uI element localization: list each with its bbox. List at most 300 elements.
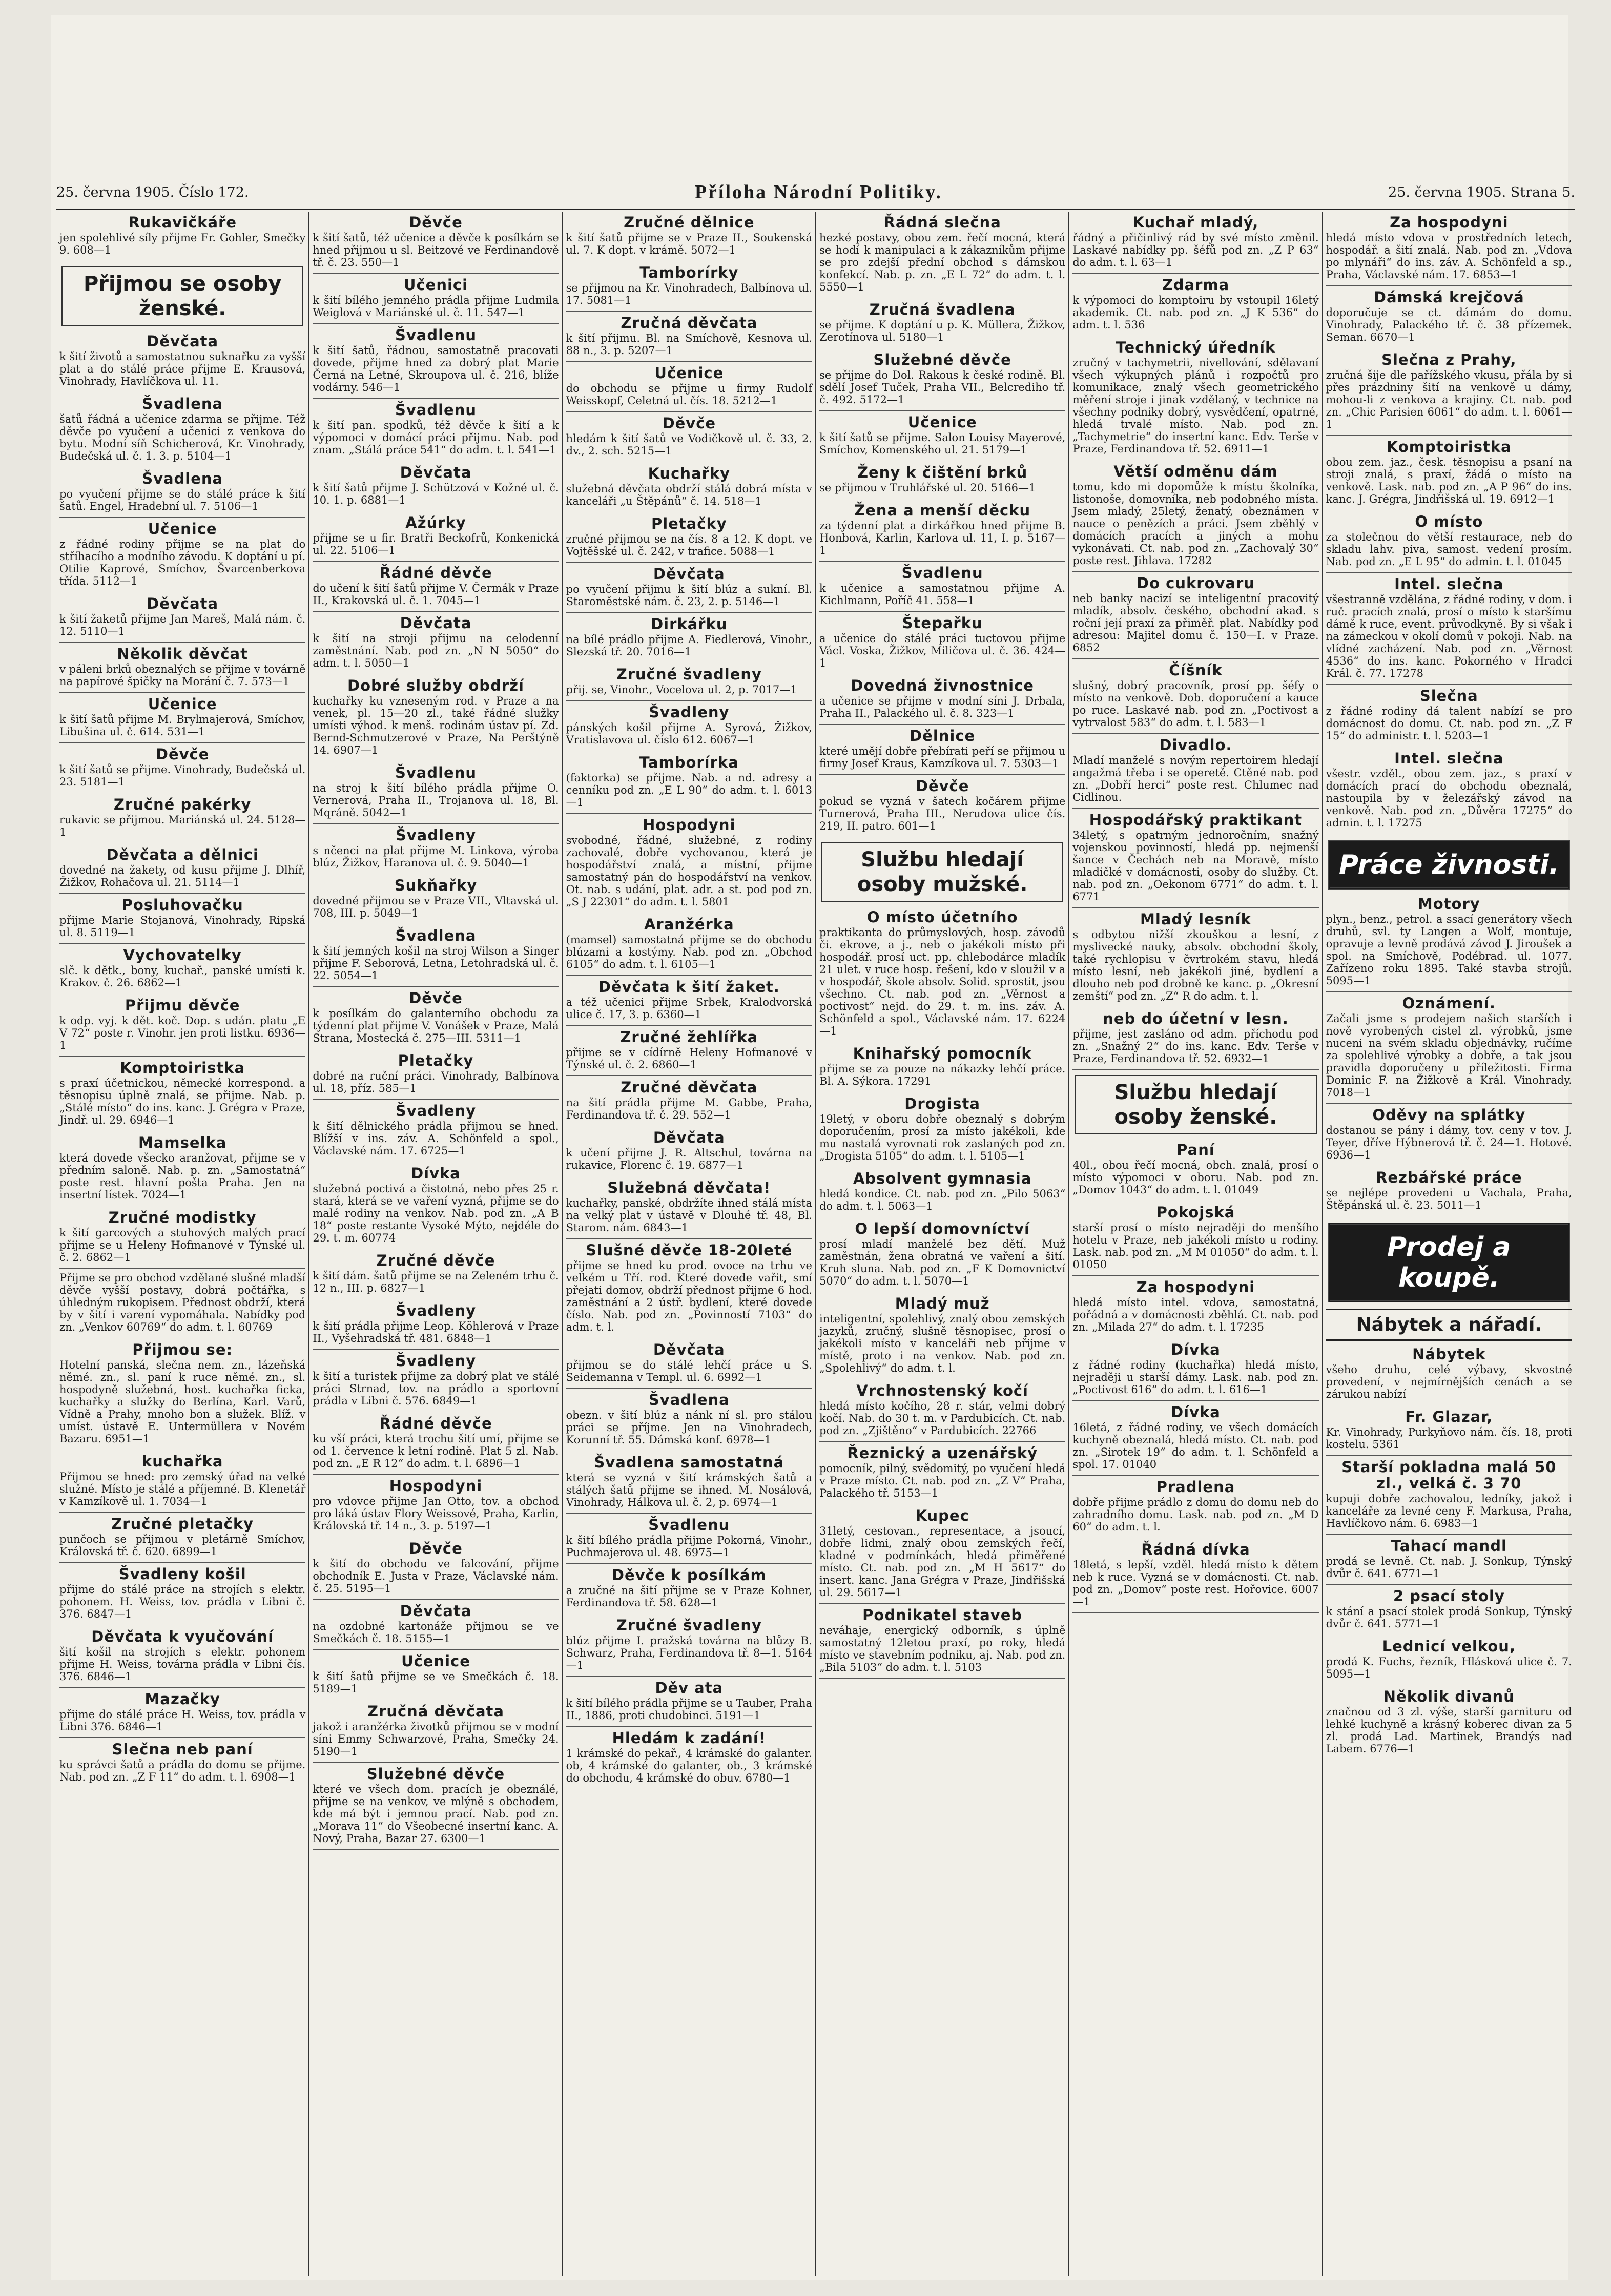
ad-text: pánských košil přijme A. Syrová, Žižkov, Vratislavova ul. číslo 612. 6067—1 (566, 721, 812, 746)
classified-ad (1326, 688, 1572, 747)
ad-title: Švadlena (142, 470, 223, 487)
ad-text: kupuji dobře zachovalou, ledníky, jakož i kanceláře za levné ceny F. Markusa, Praha, Havlíčkovo nám. 6. 6983—1 (1326, 1493, 1572, 1529)
ad-title: Paní (1176, 1141, 1215, 1159)
ad-text: přijme do stálé práce H. Weiss, tov. prádla v Libni 376. 6846—1 (59, 1708, 306, 1733)
ad-text: se přijme. K doptání u p. K. Müllera, Žižkov, Zerotínova ul. 5180—1 (819, 319, 1066, 343)
ad-title: Dobré služby obdrží (347, 677, 524, 694)
ad-title: Nábytek (1412, 1346, 1486, 1363)
ad-title: Služebné děvče (366, 1765, 505, 1783)
classified-ad (1326, 576, 1572, 685)
ad-title: Služebná děvčata! (607, 1179, 771, 1196)
classified-ad (566, 1180, 812, 1239)
ad-text: 1 krámské do pekař., 4 krámské do galanter. ob, 4 krámské do galanter, ob., 3 krámské do obchodu, 4 krámské do obuv. 6780—1 (566, 1747, 812, 1784)
ad-title: Hledám k zadání! (612, 1729, 767, 1747)
ad-text: přijme se v cídírně Heleny Hofmanové v Týnské ul. č. 2. 6860—1 (566, 1046, 812, 1071)
ad-title: Pokojská (1156, 1204, 1235, 1221)
classified-ad (1326, 351, 1572, 436)
ad-title: Švadlena (648, 1391, 730, 1409)
ad-text: 34letý, s opatrným jednoročním, snažný vojenskou povinností, hledá pp. nejmenší šance v Čechách neb na Moravě, místo mladičké v domácnosti, osoby do služby. Ct. nab. pod zn. „Oekonom 6771“ do adm. t. l. 6771 (1072, 829, 1319, 903)
classified-ad (313, 1252, 559, 1299)
section-heading: Službu hledají osoby ženské. (1075, 1075, 1316, 1134)
ad-title: Motory (1417, 895, 1480, 913)
ad-title: Slečna z Prahy, (1381, 351, 1517, 368)
ad-text: po vyučení přijmu k šití blúz a sukní. Bl. Staroměstské nám. č. 23, 2. p. 5146—1 (566, 583, 812, 608)
ad-title: Zručné dělnice (624, 214, 755, 231)
ad-text: starší prosí o místo nejraději do menšího hotelu v Praze, neb jakékoli místo u rodiny. Lask. nab. pod zn. „M M 01050“ do adm. t. l. 01050 (1072, 1222, 1319, 1271)
ad-title: Děvče k posílkám (611, 1566, 767, 1584)
column-3 (562, 212, 815, 2276)
classified-ad (1326, 1107, 1572, 1166)
ad-text: (faktorka) se přijme. Nab. a nd. adresy a cenníku pod zn. „E L 90“ do adm. t. l. 6013—1 (566, 772, 812, 809)
ad-title: Děvčata (653, 565, 725, 583)
ad-text: z řádné rodiny přijme se na plat do stříhacího a modního závodu. K doptání u pí. Otilie Kaprové, Smíchov, Švarcenberkova třída. 5112—1 (59, 538, 306, 587)
ad-text: k učenice a samostatnou přijme A. Kichlmann, Poříč 41. 558—1 (819, 582, 1066, 607)
ad-title: Hospodářský praktikant (1089, 811, 1303, 829)
ad-title: Mladý muž (895, 1295, 990, 1312)
section-heading: Přijmou se osoby ženské. (61, 266, 303, 326)
ad-text: k stání a psací stolek prodá Sonkup, Týnský dvůr č. 641. 5771—1 (1326, 1605, 1572, 1630)
classified-ad (59, 696, 305, 743)
ad-text: hledám k šití šatů ve Vodičkově ul. č. 33, 2. dv., 2. sch. 5215—1 (566, 432, 812, 457)
classified-ad (819, 909, 1065, 1042)
classified-ad (59, 1453, 305, 1513)
ad-text: k odp. vyj. k dět. koč. Dop. s udán. platu „E V 72“ poste r. Vinohr. jen proti listku. 6936—1 (59, 1015, 306, 1051)
classified-ad (566, 515, 812, 563)
classified-ad (1326, 289, 1572, 348)
classified-ad (1326, 1588, 1572, 1635)
ad-text: značnou od 3 zl. výše, starší garnituru od lehké kuchyně a krásný koberec divan za 5 zl. prodá Lad. Martinek, Brandýs nad Labem. 6776—1 (1326, 1706, 1572, 1755)
classified-ad (1072, 1541, 1318, 1613)
classified-ad (1326, 1459, 1572, 1535)
classified-ad (313, 1540, 559, 1600)
ad-title: Zdarma (1162, 276, 1230, 294)
ad-text: se nejlépe provedeni u Vachala, Praha, Štěpánská ul. č. 23. 5011—1 (1326, 1187, 1572, 1211)
ad-text: prodá K. Fuchs, řezník, Hlásková ulice č. 7. 5095—1 (1326, 1656, 1572, 1680)
classified-ad (566, 754, 812, 814)
classified-ad (1326, 214, 1572, 286)
ad-title: Lednicí velkou, (1382, 1638, 1516, 1655)
ad-title: Ženy k čištění brků (857, 464, 1028, 481)
classified-ad (566, 1517, 812, 1564)
ad-text: k šití šatů přijme J. Schützová v Kožné ul. č. 10. 1. p. 6881—1 (313, 482, 559, 506)
ad-title: Tahací mandl (1391, 1537, 1507, 1555)
ad-title: Vrchnostenský kočí (856, 1382, 1028, 1399)
classified-ad (566, 264, 812, 312)
ad-text: Hotelní panská, slečna nem. zn., lázeňská němé. zn., sl. paní k ruce němé. zn., sl. hospodyně služebná, host. kuchařka ficka, kuchařky a služky do Berlína, Karl. Varů, Vídně a Prahy, mnoho bon a služek. Blíž. v umíst. ústavě E. Untermüllera v Novém Bazaru. 6951—1 (59, 1359, 306, 1445)
classified-ad (59, 1516, 305, 1563)
ad-text: slč. k dětk., bony, kuchař., panské umísti k. Krakov. č. 26. 6862—1 (59, 964, 306, 989)
ad-text: obou zem. jaz., česk. těsnopisu a psaní na stroji znalá, s praxí, žádá o místo na venkově. Lask. nab. pod zn. „A P 96“ do ins. kanc. J. Grégra, Jindřišská ul. 19. 6912—1 (1326, 456, 1572, 505)
ad-text: se přijmou na Kr. Vinohradech, Balbínova ul. 17. 5081—1 (566, 282, 812, 306)
ad-text: k šití prádla přijme Leop. Köhlerová v Praze II., Vyšehradská tř. 481. 6848—1 (313, 1320, 559, 1344)
ad-title: Komptoiristka (120, 1059, 245, 1077)
classified-ad (313, 677, 559, 761)
ad-title: Dovedná živnostnice (851, 677, 1034, 694)
classified-ad (1072, 662, 1318, 734)
ad-title: Divadlo. (1159, 736, 1232, 754)
ad-title: Tamborírky (639, 264, 739, 281)
classified-ad (819, 414, 1065, 461)
classified-ad (566, 1567, 812, 1614)
classified-ad (1326, 750, 1572, 834)
ad-title: Dívka (1171, 1403, 1221, 1421)
classified-ad (59, 470, 305, 518)
classified-ad (566, 365, 812, 412)
ad-title: Švadlenu (395, 401, 477, 419)
classified-ad (819, 677, 1065, 725)
ad-title: Děvče (409, 989, 463, 1007)
ad-text: přijme se u fir. Bratři Beckofrů, Konkenická ul. 22. 5106—1 (313, 532, 559, 556)
ad-title: O místo účetního (866, 908, 1018, 926)
classified-ad (566, 1617, 812, 1677)
ad-text: ku vší práci, která trochu šití umí, přijme se od 1. července k letní rodině. Plat 5 zl. Nab. pod zn. „E R 12“ do adm. t. l. 6896—1 (313, 1433, 559, 1470)
classified-ad (1326, 995, 1572, 1104)
ad-text: přijme se za pouze na nákazky lehčí práce. Bl. A. Sýkora. 17291 (819, 1063, 1066, 1087)
ad-text: svobodné, řádné, služebné, z rodiny zachovalé, dobře vychovanou, která je hospodářství znalá, a místní, přijme samostatný pán do hospodářství na venkov. Ot. nab. s udání, plat. adr. a st. pod pod zn. „S J 22301“ do adm. t. l. 5801 (566, 834, 812, 908)
classified-ad (1072, 575, 1318, 659)
classified-ad (566, 1129, 812, 1176)
ad-title: Učenice (907, 413, 977, 431)
ad-title: Ažúrky (405, 514, 466, 531)
ad-text: kuchařky ku vzneseným rod. v Praze a na venek, pl. 15—20 zl., také řádné služky umísti výhod. k menš. rodinám ústav pí. Zd. Bernd-Schmutzerové v Praze, Na Perštýně 14. 6907—1 (313, 695, 559, 756)
ad-text: k posílkám do galanterního obchodu za týdenní plat přijme V. Vonášek v Praze, Malá Strana, Mostecká č. 275—III. 5311—1 (313, 1007, 559, 1044)
classified-ad (1326, 1409, 1572, 1456)
column-6 (1322, 212, 1575, 2276)
ad-title: Sukňařky (394, 877, 478, 894)
ad-title: Děvče (409, 1540, 463, 1557)
ad-title: Děvče (662, 415, 716, 432)
classified-ad (566, 465, 812, 512)
ad-title: Pletačky (398, 1052, 474, 1069)
ad-text: rukavic se přijmou. Mariánská ul. 24. 5128—1 (59, 814, 306, 838)
classified-ad (1072, 1142, 1318, 1201)
ad-text: k šití bílého prádla přijme se u Tauber, Praha II., 1886, proti chudobinci. 5191—1 (566, 1697, 812, 1722)
ad-title: Dívka (411, 1165, 461, 1182)
ad-text: na bílé prádlo přijme A. Fiedlerová, Vinohr., Slezská tř. 20. 7016—1 (566, 633, 812, 658)
ad-text: řádný a přičinlivý rád by své místo změnil. Laskavé nabídky pp. šéfů pod zn. „Z P 63“ do adm. t. l. 63—1 (1072, 232, 1319, 268)
section-heading: Práce živnosti. (1328, 840, 1570, 890)
classified-ad (313, 277, 559, 324)
ad-title: Starší pokladna malá 50 zl., velká č. 3 70 (1341, 1458, 1557, 1492)
ad-text: za stolečnou do větší restaurace, neb do skladu lahv. piva, samost. vedení prosím. Nab. pod zn. „E L 95“ do admin. t. l. 01045 (1326, 531, 1572, 568)
ad-title: Děvče (155, 746, 210, 763)
ad-text: prodá se levně. Ct. nab. J. Sonkup, Týnský dvůr č. 641. 6771—1 (1326, 1555, 1572, 1580)
classified-ad (1072, 737, 1318, 809)
header-rule (56, 209, 1575, 210)
ad-title: neb do účetní v lesn. (1103, 1010, 1289, 1027)
classified-ad (313, 1165, 559, 1249)
ad-text: na stroj k šití bílého prádla přijme O. Vernerová, Praha II., Trojanova ul. 18, Bl. Mqráně. 5042—1 (313, 782, 559, 819)
ad-text: která se vyzná v šití krámských šatů a stálých šatů přijme se ihned. M. Nosálová, Vinohrady, Hálkova ul. č. 2, p. 6974—1 (566, 1472, 812, 1508)
classified-ad (313, 214, 559, 274)
classified-ad (566, 1392, 812, 1451)
ad-title: Švadlena (395, 927, 477, 944)
ad-title: Švadleny (649, 704, 730, 721)
classified-ad (819, 214, 1065, 298)
ad-text: zručná šije dle pařížského vkusu, přála by si přes prázdniny šití na venkově u dámy, mohou-li z venkova a krajiny. Ct. nab. pod zn. „Chic Parisien 6061“ do adm. t. l. 6061—1 (1326, 369, 1572, 430)
ad-title: O místo (1415, 513, 1483, 530)
ad-title: Mamselka (138, 1134, 227, 1151)
ad-title: Přijmu děvče (125, 997, 240, 1014)
ad-title: Řádná dívka (1141, 1541, 1250, 1558)
ad-title: Posluhovačku (121, 896, 243, 914)
classified-ad (59, 521, 305, 592)
ad-text: Mladí manželé s novým repertoirem hledají angažmá třeba i se operetě. Ctěné nab. pod zn. „Dobří herci“ poste rest. Chlumec nad Cidlinou. (1072, 754, 1319, 803)
classified-ad (313, 1103, 559, 1162)
ad-text: 18letá, s lepší, vzděl. hledá místo k dětem neb k ruce. Vyzná se v domácnosti. Ct. nab. pod zn. „Domov“ poste rest. Hořovice. 6007—1 (1072, 1559, 1319, 1608)
ad-text: které umějí dobře přebírati peří se přijmou u firmy Josef Kraus, Kamzíkova ul. 7. 5303—1 (819, 745, 1066, 770)
ad-text: s odbytou nižší zkouškou a lesní, z myslivecké nauky, absolv. obchodní školy, také rychlopisu v čvrtrokém stavu, hledá místo lesní, neb jakékoli jiné, bydlení a dlouho neb pod drobně ke kanc. p. „Okresní zemští“ pod zn. „Z“ R do adm. t. l. (1072, 928, 1319, 1002)
ad-title: Služebné děvče (873, 351, 1011, 368)
ad-title: Děvčata (400, 614, 472, 632)
ad-text: inteligentní, spolehlivý, znalý obou zemských jazyků, zručný, slušně těsnopisec, prosí o jakékoli místo v kanceláři neb přijme v místě, proto i na venkov. Nab. pod zn. „Spolehlivý“ do adm. t. l. (819, 1313, 1066, 1374)
classified-ad (819, 778, 1065, 837)
ad-text: které ve všech dom. pracích je obeználé, přijme se na venkov, ve mlýně s obchodem, kde má být i jemnou prací. Nab. pod zn. „Morava 11“ do Všeobecné insertní kanc. A. Nový, Praha, Bazar 27. 6300—1 (313, 1783, 559, 1845)
ad-text: 31letý, cestovan., representace, a jsoucí, dobře lidmi, znalý obou zemských řečí, kladné v podmínkách, hledá přiměřené místo. Ct. nab. pod zn. „M H 5617“ do insert. kanc. Jana Grégra v Praze, Jindřišská ul. 29. 5617—1 (819, 1525, 1066, 1599)
ad-text: a též učenici přijme Srbek, Kralodvorská ulice č. 17, 3. p. 6360—1 (566, 996, 812, 1021)
ad-text: blúz přijme I. pražská továrna na blůzy B. Schwarz, Praha, Ferdinandova tř. 8—1. 5164—1 (566, 1635, 812, 1671)
classified-ad (59, 214, 305, 261)
ad-title: Děv ata (655, 1679, 724, 1697)
ad-text: s nčenci na plat přijme M. Linkova, výroba blúz, Žižkov, Haranova ul. č. 9. 5040—1 (313, 844, 559, 869)
classified-ad (1072, 1204, 1318, 1276)
classified-ad (313, 877, 559, 924)
ad-text: k šití životů a samostatnou suknařku za vyšší plat a do stálé práce přijme E. Krausová, Vinohrady, Havlíčkova ul. 11. (59, 350, 306, 387)
header-date-page: 25. června 1905. Strana 5. (1388, 184, 1575, 200)
classified-ad (59, 1060, 305, 1131)
ad-text: přijme se hned ku prod. ovoce na trhu ve velkém u Tří. rod. Které dovede vařit, smí přejati domov, obdrží přednost přijme 6 hod. zaměstnání a 2 ústř. bydlení, které dovede číslo. Nab. pod zn. „Povinností 7103“ do adm. t. l. (566, 1259, 812, 1333)
ad-title: Děvče (409, 214, 463, 231)
ad-text: 40l., obou řečí mocná, obch. znalá, prosí o místo výpomoci v oboru. Nab. pod zn. „Domov 1043“ do adm. t. l. 01049 (1072, 1159, 1319, 1196)
ad-text: na šití prádla přijme M. Gabbe, Praha, Ferdinandova tř. č. 29. 552—1 (566, 1097, 812, 1121)
classified-ad (59, 947, 305, 994)
classified-ad (59, 333, 305, 392)
column-2 (308, 212, 562, 2276)
ad-text: se přijme do Dol. Rakous k české rodině. Bl. sdělí Josef Tuček, Praha VII., Belcrediho tř. č. 492. 5172—1 (819, 369, 1066, 406)
ad-title: Švadlenu (901, 564, 983, 582)
ad-title: Švadlenu (395, 764, 477, 781)
ad-title: Švadleny (395, 1302, 477, 1319)
ad-title: Dirkářku (651, 615, 728, 633)
classified-ad (819, 1170, 1065, 1217)
ad-text: dovedné přijmou se v Praze VII., Vltavská ul. 708, III. p. 5049—1 (313, 895, 559, 919)
ad-title: Intel. slečna (1394, 750, 1504, 767)
classified-ad (1072, 1404, 1318, 1476)
ad-title: Švadleny (395, 1352, 477, 1370)
ad-title: Pletačky (651, 515, 727, 532)
classified-ad (566, 666, 812, 701)
classified-ad (566, 704, 812, 751)
classified-ad (566, 566, 812, 613)
ad-title: Několik divanů (1383, 1688, 1515, 1705)
ad-text: neváhaje, energický odborník, s úplně samostatný 12letou praxí, po roky, hledá místo ve stavebním podniku, aj. Nab. pod zn. „Bila 5103“ do adm. t. l. 5103 (819, 1624, 1066, 1673)
ad-text: Začali jsme s prodejem našich starších i nově vyrobených cistel zl. výrobků, jsme nuceni na svém skladu objednávky, ručíme za spolehlivé výrobky a dobře, a tak jsou pravidla doporučeny u příležitosti. Firma Dominic F. na Žižkově a Král. Vinohrady. 7018—1 (1326, 1012, 1572, 1099)
classified-ad (1326, 896, 1572, 992)
ad-title: Vychovatelky (123, 946, 242, 964)
ad-title: Švadlenu (395, 326, 477, 344)
ad-text: k šití a turistek přijme za dobrý plat ve stálé práci Strnad, tov. na prádlo a sportovní prádla v Libni č. 576. 6849—1 (313, 1370, 559, 1407)
ad-text: k šití šatů přijme M. Brylmajerová, Smíchov, Libušina ul. č. 614. 531—1 (59, 713, 306, 738)
ad-text: služebná poctivá a čistotná, nebo přes 25 r. stará, která se ve vaření vyzná, přijme se do malé rodiny na venkov. Nab. pod zn. „A B 18“ poste restante Vysoké Mýto, nejdéle do 29. t. m. 60774 (313, 1183, 559, 1244)
ad-title: Švadlenu (648, 1516, 730, 1534)
classified-ad (1072, 277, 1318, 336)
classified-ad (819, 1445, 1065, 1504)
classified-ad (566, 1680, 812, 1727)
ad-title: Komptoiristka (1386, 438, 1512, 456)
classified-ad (1326, 1346, 1572, 1405)
ad-title: Děvče (915, 777, 969, 795)
ad-text: praktikanta do průmyslových, hosp. závodů či. ekrove, a j., neb o jakékoli místo při hospodář. prosí uct. pp. chlebodárce mladík 21 ulet. v ruce hosp. řešení, kdo v sloužil v a v hospodář, škole absolv. Solid. sprostit, jsou všechno. Ct. nab. pod zn. „Věrnost a poctivost“ nejd. do 29. t. m. ins. záv. A. Schönfeld a spol., Václavské nám. 17. 6224—1 (819, 926, 1066, 1037)
ad-text: obezn. v šití blúz a nánk ní sl. pro stálou práci se příjme. Jen na Vinohradech, Korunní tř. 55. Dámská konf. 6978—1 (566, 1409, 812, 1446)
classified-ad (566, 1029, 812, 1076)
ad-title: Do cukrovaru (1137, 574, 1255, 592)
ad-title: Mazačky (144, 1690, 220, 1708)
classified-ad (819, 502, 1065, 562)
classified-ad (59, 1272, 305, 1338)
ad-title: Švadlena (142, 395, 223, 412)
ad-text: všestranně vzdělána, z řádné rodiny, v dom. i ruč. pracích znalá, prosí o místo k staršímu dámě k ruce, event. průvodkyně. By si však i na zámeckou v okolí domů v pokoji. Nab. na vlídné zacházení. Nab. pod zn. „Věrnost 4536“ do ins. kanc. Pokorného v Hradci Král. č. 77. 17278 (1326, 593, 1572, 679)
classified-ad (566, 1454, 812, 1514)
classified-ad (313, 827, 559, 874)
ad-text: a zručné na šití přijme se v Praze Kohner, Ferdinandova tř. 58. 628—1 (566, 1584, 812, 1609)
ad-text: Přijme se pro obchod vzdělané slušné mladší děvče vyšší postavy, dobrá počtářka, s úhledným rukopisem. Přednost obdrží, která by v šití i varení vypomáhala. Nabídky pod zn. „Venkov 60769“ do adm. t. l. 60769 (59, 1272, 306, 1333)
classified-ad (566, 1730, 812, 1789)
classified-ad (1072, 911, 1318, 1007)
classified-ad (313, 1353, 559, 1412)
classified-ad (1072, 1279, 1318, 1338)
classified-ad (819, 1507, 1065, 1604)
ad-title: Švadlena samostatná (594, 1454, 784, 1471)
ad-title: 2 psací stoly (1393, 1587, 1505, 1605)
ad-text: hledá místo vdova v prostředních letech, hospodář. a šití znalá. Nab. pod zn. „Vdova po mlynáři“ do ins. záv. A. Schönfeld a sp., Praha, Václavské nám. 17. 6853—1 (1326, 232, 1572, 281)
ad-title: Oděvy na splátky (1372, 1106, 1526, 1124)
ad-text: v páleni brků obeznalých se přijme v továrně na papírové špičky na Morání č. 7. 573—1 (59, 663, 306, 688)
ad-title: Pradlena (1156, 1478, 1235, 1496)
ad-title: Zručné žehlířka (620, 1028, 758, 1046)
classified-ad (313, 1653, 559, 1700)
ad-title: Rezbářské práce (1376, 1169, 1522, 1186)
ad-title: Zručné děvče (376, 1252, 495, 1269)
classified-ad (1072, 1479, 1318, 1538)
ad-text: k výpomoci do komptoiru by vstoupil 16letý akademik. Ct. nab. pod zn. „J K 536“ do adm. t. l. 536 (1072, 294, 1319, 331)
ad-text: k šití do obchodu ve falcování, přijme obchodník E. Justa v Praze, Václavské nám. č. 25. 5195—1 (313, 1558, 559, 1595)
classified-ad (313, 615, 559, 674)
classified-ad (59, 746, 305, 793)
ad-text: dobré na ruční práci. Vinohrady, Balbínova ul. 18, příz. 585—1 (313, 1070, 559, 1094)
ad-text: a učenice do stálé práci tuctovou přijme Václ. Voska, Žižkov, Miličova ul. č. 36. 424—1 (819, 632, 1066, 669)
section-heading: Službu hledají osoby mužské. (821, 842, 1063, 902)
classified-ad (1072, 463, 1318, 572)
ad-text: k šití na stroji přijmu na celodenní zaměstnání. Nab. pod zn. „N N 5050“ do adm. t. l. 5050—1 (313, 632, 559, 669)
ad-text: k učení přijme J. R. Altschul, továrna na rukavice, Florenc č. 19. 6877—1 (566, 1147, 812, 1171)
ad-text: po vyučení přijme se do stálé práce k šití šatů. Engel, Hradební ul. 7. 5106—1 (59, 488, 306, 512)
ad-title: Intel. slečna (1394, 575, 1504, 593)
classified-ad (819, 1607, 1065, 1679)
classified-ad (566, 616, 812, 663)
ad-title: Děvčata a dělnici (106, 846, 259, 863)
classified-ad (1072, 339, 1318, 460)
classified-ad (313, 464, 559, 511)
ad-title: Učenice (654, 364, 724, 382)
classified-ad (566, 315, 812, 362)
ad-text: ku správci šatů a prádla do domu se přijme. Nab. pod zn. „Z F 11“ do adm. t. l. 6908—1 (59, 1759, 306, 1783)
ad-title: Absolvent gymnasia (853, 1170, 1032, 1187)
ad-title: Švadleny (395, 826, 477, 844)
ad-title: Technický úředník (1116, 339, 1276, 356)
ad-title: Švadleny (395, 1102, 477, 1120)
ad-text: prosí mladí manželé bez dětí. Muž zaměstnán, žena obratná ve vaření a šití. Kruh sluna. Nab. pod zn. „F K Domovnictví 5070“ do adm. t. l. 5070—1 (819, 1238, 1066, 1287)
classified-ad (313, 402, 559, 461)
ad-title: Děvčata (400, 464, 472, 481)
ad-title: Děvčata k šití žaket. (598, 978, 780, 996)
ad-text: k šití žaketů přijme Jan Mareš, Malá nám. č. 12. 5110—1 (59, 613, 306, 637)
classified-ad (1072, 1341, 1318, 1401)
ad-title: Oznámení. (1402, 995, 1496, 1012)
ad-title: Děvčata (653, 1129, 725, 1146)
ad-text: neb banky nacizí se inteligentní pracovitý mladík, absolv. českého, obchodní akad. s roční její praxí za přiměř. plat. Nabídky pod adresou: Majitel domu č. 150—I. v Praze. 6852 (1072, 592, 1319, 654)
classified-ad (566, 415, 812, 462)
ad-title: Drogista (904, 1095, 980, 1112)
classified-ad (59, 1691, 305, 1738)
classified-ad (819, 565, 1065, 612)
ad-text: k šití šatů se přijme. Vinohrady, Budečská ul. 23. 5181—1 (59, 763, 306, 788)
classified-ad (59, 595, 305, 643)
classified-ad (59, 997, 305, 1057)
ad-text: šití košil na strojích s elektr. pohonem přijme H. Weiss, továrna prádla v Libni čís. 376. 6846—1 (59, 1646, 306, 1683)
classified-ad (59, 796, 305, 843)
classified-ad (1326, 1538, 1572, 1585)
classified-ad (1072, 1010, 1318, 1070)
ad-text: která dovede všecko aranžovat, přijme se v předním saloně. Nab. p. zn. „Samostatná“ poste rest. hlavní pošta Praha. Jen na insertní lístek. 7024—1 (59, 1152, 306, 1201)
ad-title: Dívka (1171, 1341, 1221, 1358)
ad-text: pomocník, pilný, svědomitý, po vyučení hledá v Praze místo. Ct. nab. pod zn. „Z V“ Praha, Palackého tř. 5153—1 (819, 1462, 1066, 1499)
classified-ad (566, 817, 812, 913)
ad-title: Zručné modistky (108, 1209, 257, 1226)
ad-title: Děvčata k vyučování (91, 1628, 274, 1645)
ad-text: do učení k šití šatů přijme V. Čermák v Praze II., Krakovská ul. č. 1. 7045—1 (313, 582, 559, 607)
section-heading: Prodej a koupě. (1328, 1223, 1570, 1302)
ad-text: doporučuje se ct. dámám do domu. Vinohrady, Palackého tř. č. 38 přízemek. Seman. 6670—1 (1326, 306, 1572, 343)
ad-title: Mladý lesník (1140, 911, 1251, 928)
ad-text: dobře přijme prádlo z domu do domu neb do zahradního domu. Lask. nab. pod zn. „M D 60“ do adm. t. l. (1072, 1496, 1319, 1533)
ad-title: Učenice (401, 1652, 470, 1670)
classified-ad (313, 1703, 559, 1763)
classified-ad (1326, 1688, 1572, 1760)
classified-ad (313, 1052, 559, 1100)
classified-ad (566, 1079, 812, 1126)
ad-text: na ozdobné kartonáže přijmou se ve Smečkách č. 18. 5155—1 (313, 1620, 559, 1645)
classified-ad (819, 464, 1065, 499)
header-title: Příloha Národní Politiky. (694, 181, 942, 203)
ad-title: Přijmou se: (132, 1341, 233, 1358)
ad-title: Podnikatel staveb (862, 1606, 1023, 1624)
ad-text: k šití bílého jemného prádla přijme Ludmila Weiglová v Mariánské ul. č. 11. 547—1 (313, 294, 559, 319)
ad-text: 16letá, z řádné rodiny, ve všech domácích kuchyně obeznalá, hledá místo. Ct. nab. pod zn. „Sirotek 19“ do adm. t. l. Schönfeld a spol. 17. 01040 (1072, 1421, 1319, 1471)
ad-text: k šití šatů přijme se ve Smečkách č. 18. 5189—1 (313, 1670, 559, 1695)
ad-text: k šití garcových a stuhových malých prací přijme se u Heleny Hofmanové v Týnské ul. č. 2. 6862—1 (59, 1227, 306, 1264)
classified-ad (1326, 513, 1572, 573)
ad-title: Štepařku (902, 614, 983, 632)
ad-title: Děvčata (147, 595, 219, 612)
ad-title: Dělnice (910, 727, 976, 744)
ad-text: slušný, dobrý pracovník, prosí pp. šéfy o místo na venkově. Dob. doporučení a kauce po ruce. Laskavé nab. pod zn. „Poctivost a vytrvalost 583“ do adm. t. l. 583—1 (1072, 679, 1319, 729)
classified-ad (1072, 214, 1318, 274)
ad-title: Tamborírka (639, 754, 739, 771)
ad-title: Zručná děvčata (367, 1703, 504, 1720)
ad-text: z řádné rodiny (kuchařka) hledá místo, nejraději u starší dámy. Lask. nab. pod zn. „Poctivost 616“ do adm. t. l. 616—1 (1072, 1359, 1319, 1396)
ad-columns (56, 212, 1575, 2276)
classified-ad (59, 1566, 305, 1625)
